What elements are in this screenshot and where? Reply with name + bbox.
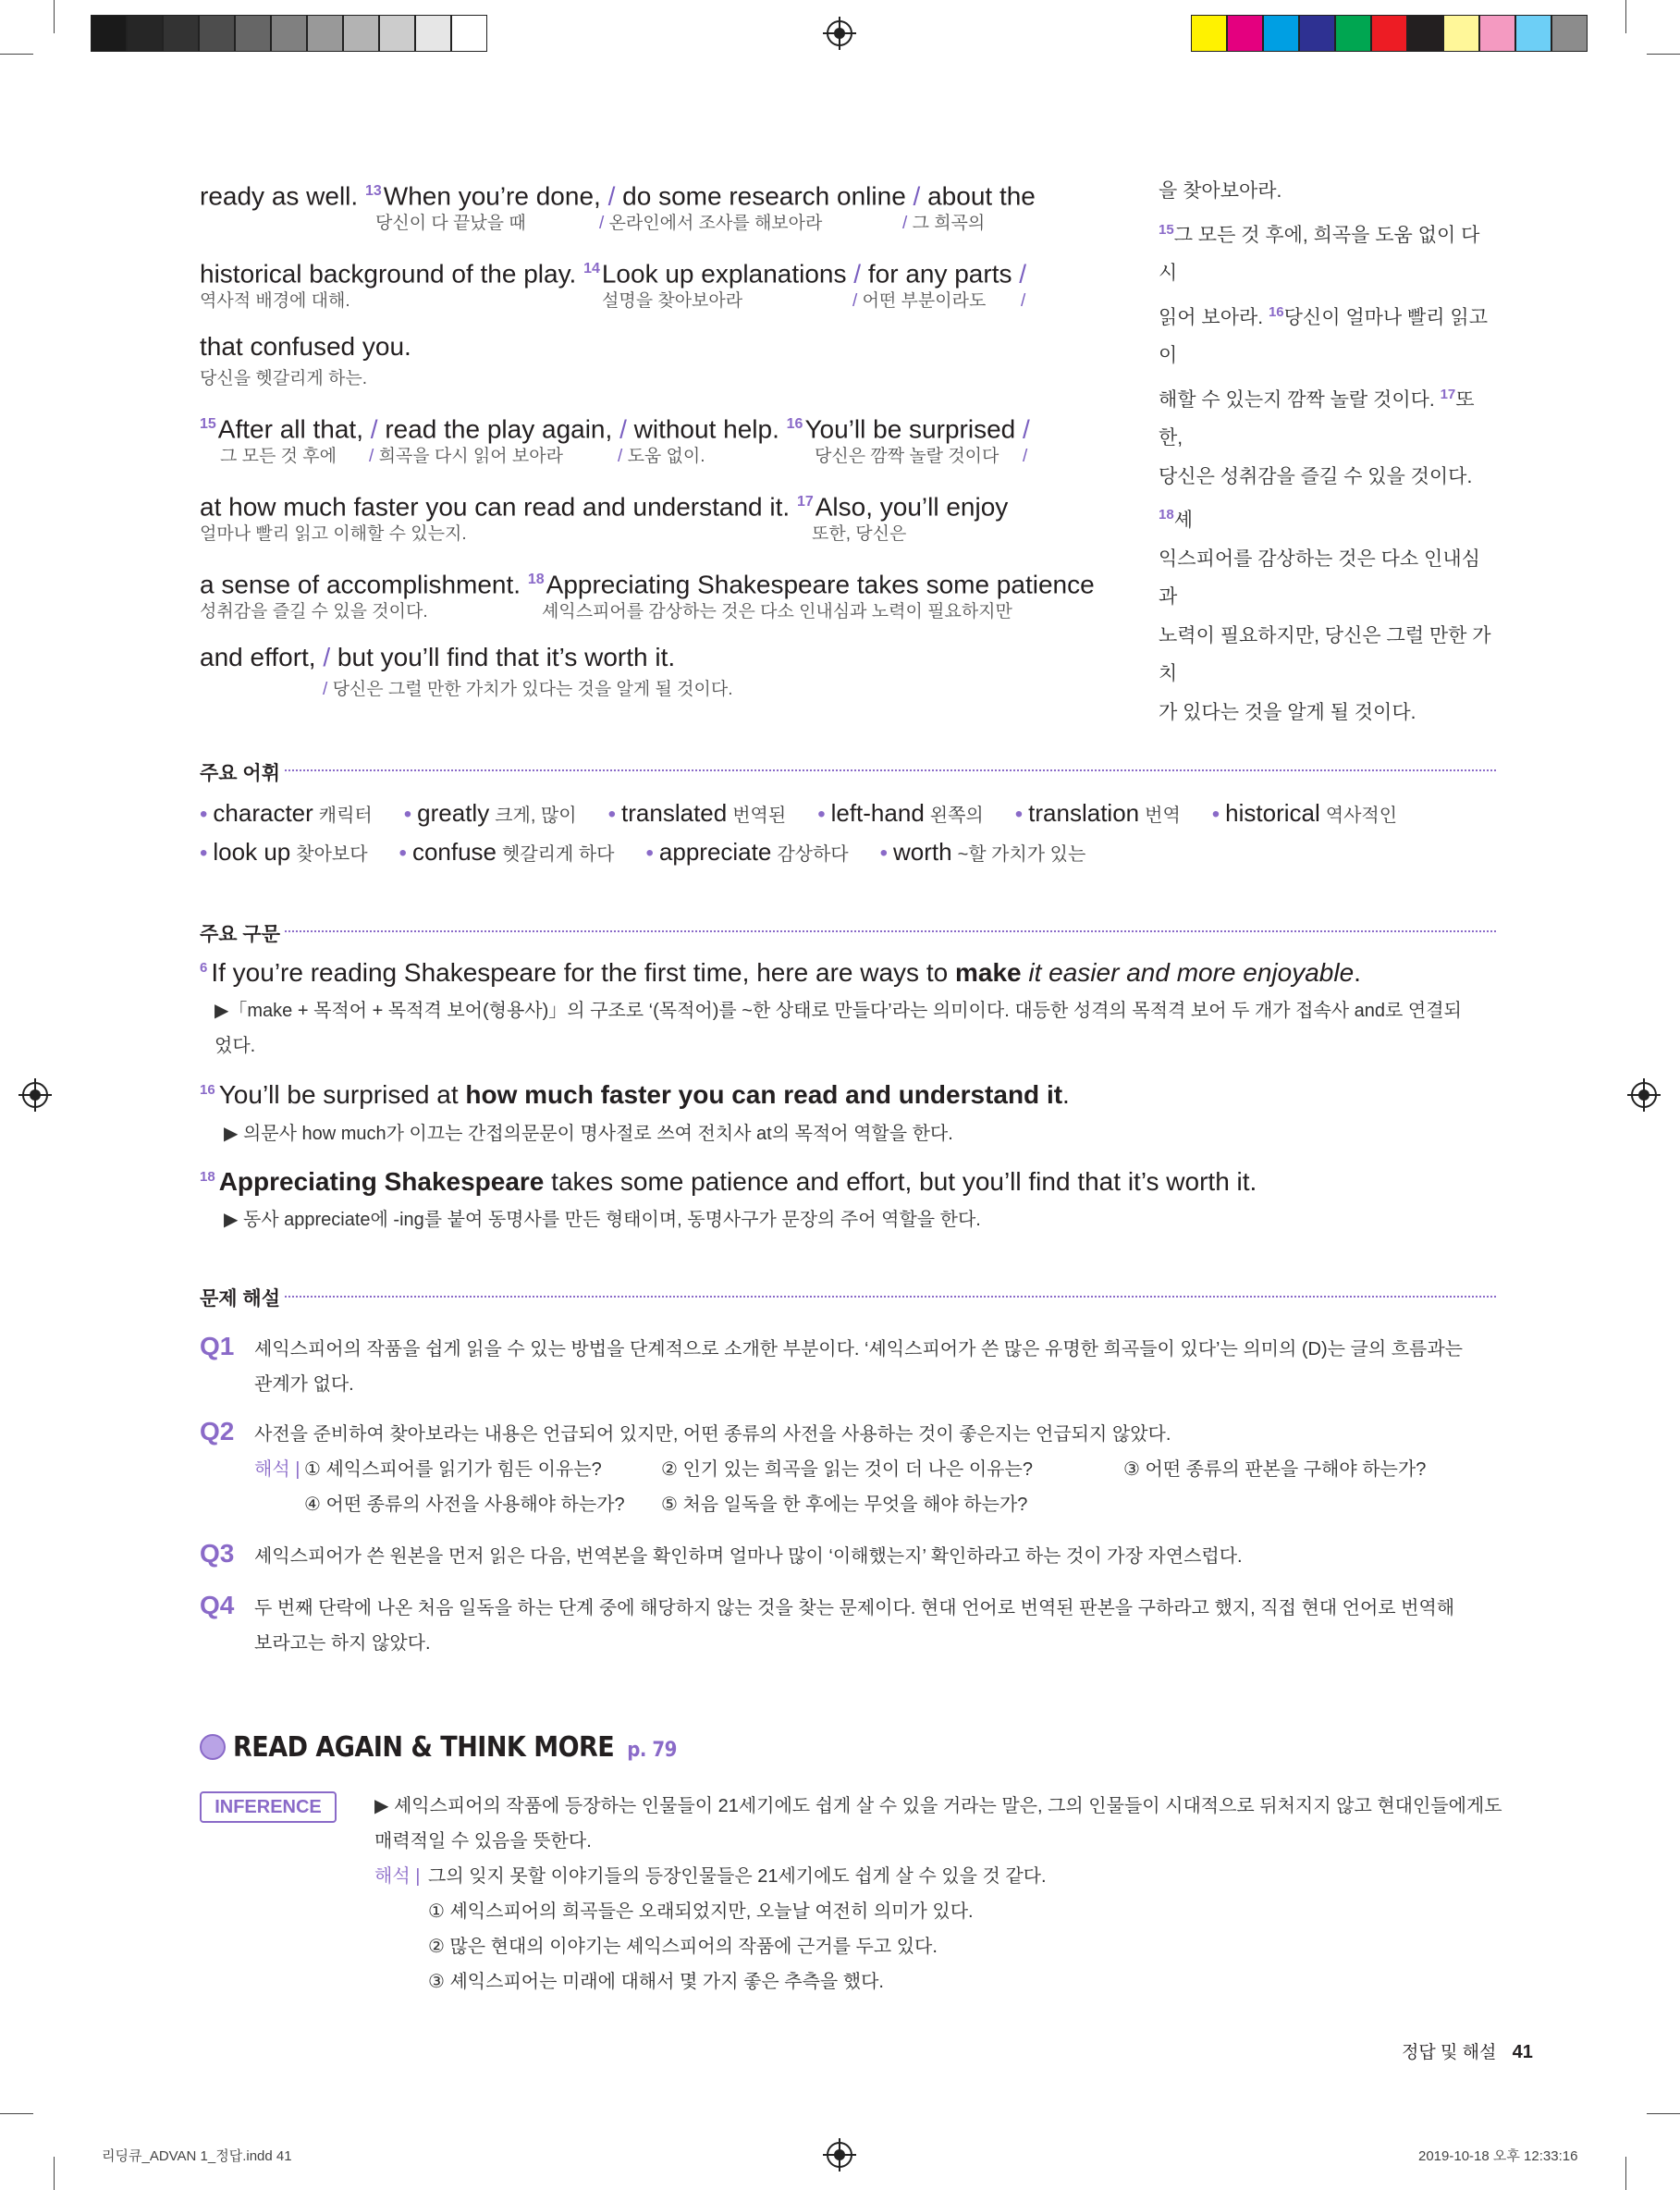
korean-gloss: / 그 희곡의 [902, 214, 986, 233]
color-swatch [1227, 15, 1263, 52]
grammar-note: ▶ 동사 appreciate에 -ing를 붙여 동명사를 만든 형태이며, 동명사구가 문장의 주어 역할을 한다. [224, 1210, 981, 1230]
translation-options: 해석 | ① 셰익스피어를 읽기가 힘든 이유는? ② 인기 있는 희곡을 읽는 것이 더 나은 이유는? ③ 어떤 종류의 판본을 구해야 하는가? ④ 어떤 종류의 사전을 사용해야 하는가? ⑤ 처음 일독을 한 후에는 무엇을 해야 하는가? [254, 1459, 1427, 1515]
vocab-word: confuse [411, 838, 497, 866]
grammar-heading: 주요 구문 [200, 924, 280, 945]
registration-mark-left-icon [22, 1082, 48, 1108]
translation-line: 당신은 성취감을 즐길 수 있을 것이다. $^{18}$셰 [1159, 465, 1473, 531]
grammar-sentence: $^6$ If you’re reading Shakespeare for the first time, here are ways to make it easier and more enjoyable. [200, 958, 1361, 987]
page-number: 41 [1512, 2042, 1533, 2062]
question-explanation: 사전을 준비하여 찾아보라는 내용은 언급되어 있지만, 어떤 종류의 사전을 사용하는 것이 좋은지는 언급되지 않았다. [254, 1424, 1171, 1445]
date-slug: 2019-10-18 오후 12:33:16 [1418, 2148, 1578, 2164]
vocab-word: greatly [417, 799, 490, 827]
translation-line: 읽어 보아라. $^{16}$당신이 얼마나 빨리 읽고 이 [1159, 303, 1488, 366]
color-swatch [1299, 15, 1335, 52]
english-line: ready as well. $^{13}$When you’re done, / do some research online / about the [200, 181, 1036, 211]
color-swatch [1191, 15, 1227, 52]
bullet-circle-icon [200, 1734, 226, 1760]
english-line: historical background of the play. $^{14}$Look up explanations / for any parts / [200, 259, 1027, 289]
crop-mark [1647, 2113, 1680, 2114]
vocab-meaning: 역사적인 [1325, 806, 1398, 826]
vocab-word: character [213, 799, 313, 827]
crop-mark [54, 2157, 55, 2190]
question-explanation: 두 번째 단락에 나온 처음 일독을 하는 단계 중에 해당하지 않는 것을 찾는 문제이다. 현대 언어로 번역된 판본을 구하라고 했지, 직접 현대 언어로 번역해 보라고는 하지 않았다. [254, 1598, 1455, 1654]
grammar-sentence: $^{18}$ Appreciating Shakespeare takes some patience and effort, but you’ll find that it’s worth it. [200, 1167, 1257, 1196]
registration-mark-right-icon [1631, 1082, 1657, 1108]
vocab-meaning: 헷갈리게 하다 [502, 844, 615, 865]
korean-gloss: 성취감을 즐길 수 있을 것이다. [200, 602, 428, 621]
vocab-meaning: 캐릭터 [318, 806, 373, 826]
grammar-note: ▶ 의문사 how much가 이끄는 간접의문문이 명사절로 쓰여 전치사 at의 목적어 역할을 한다. [224, 1124, 953, 1144]
crop-mark [1647, 54, 1680, 55]
korean-gloss: 또한, 당신은 [812, 524, 907, 544]
korean-gloss: 셰익스피어를 감상하는 것은 다소 인내심과 노력이 필요하지만 [542, 602, 1012, 621]
question-explanation: 셰익스피어의 작품을 쉽게 읽을 수 있는 방법을 단계적으로 소개한 부분이다. ‘셰익스피어가 쓴 많은 유명한 희곡들이 있다’는 의미의 (D)는 글의 흐름과는 관계가 없다. [254, 1339, 1463, 1395]
korean-gloss: 그 모든 것 후에 [220, 447, 337, 466]
korean-gloss: / 희곡을 다시 읽어 보아라 [369, 447, 563, 466]
gray-swatch [307, 15, 343, 52]
vocab-word: look up [213, 838, 291, 866]
gray-swatch [451, 15, 487, 52]
gray-swatch [199, 15, 235, 52]
translation-line: 익스피어를 감상하는 것은 다소 인내심과 [1159, 548, 1480, 608]
gray-swatch [163, 15, 199, 52]
explain-heading: 문제 해설 [200, 1288, 280, 1310]
bullet-icon: • [1014, 802, 1024, 827]
registration-mark-bottom-icon [827, 2142, 852, 2168]
vocab-word: translated [621, 799, 728, 827]
reading-passage [200, 176, 1124, 712]
crop-mark [1625, 2157, 1626, 2190]
crop-mark [54, 0, 55, 33]
gray-swatch [271, 15, 307, 52]
vocab-word: historical [1225, 799, 1320, 827]
korean-gloss: 역사적 배경에 대해. [200, 291, 350, 311]
bullet-icon: • [645, 841, 654, 866]
page-reference: p. 79 [627, 1739, 677, 1762]
translation-line: 가 있다는 것을 알게 될 것이다. [1159, 701, 1416, 723]
color-swatch [1407, 15, 1443, 52]
gray-swatch [379, 15, 415, 52]
grammar-note: ▶「make + 목적어 + 목적격 보어(형용사)」의 구조로 ‘(목적어)를 ~한 상태로 만들다’라는 의미이다. 대등한 성격의 목적격 보어 두 개가 접속사 and로 연결되 었다. [215, 1001, 1462, 1056]
gray-swatch [235, 15, 271, 52]
vocab-meaning: 번역 [1145, 806, 1181, 826]
vocab-meaning: 번역된 [732, 806, 787, 826]
bullet-icon: • [200, 841, 208, 866]
vocab-meaning: 감상하다 [777, 844, 849, 865]
vocab-row [200, 838, 1117, 867]
color-swatch [1443, 15, 1479, 52]
color-swatch [1263, 15, 1299, 52]
question-label: Q4 [200, 1591, 235, 1619]
vocab-divider [285, 769, 1496, 771]
korean-gloss: / [1021, 291, 1026, 311]
inference-text: ▶ 셰익스피어의 작품에 등장하는 인물들이 21세기에도 쉽게 살 수 있을 거라는 말은, 그의 인물들이 시대적으로 뒤처지지 않고 현대인들에게도 매력적일 수 있음을 뜻한다. [374, 1796, 1502, 1852]
question-label: Q3 [200, 1539, 235, 1568]
inference-translation: 해석 | 그의 잊지 못할 이야기들의 등장인물들은 21세기에도 쉽게 살 수 있을 것 같다. ① 셰익스피어의 희곡들은 오래되었지만, 오늘날 여전히 의미가 있다. ② 많은 현대의 이야기는 셰익스피어의 작품에 근거를 두고 있다. ③ 셰익스피어는 미래에 대해서 몇 가지 좋은 추측을 했다. [374, 1866, 1047, 1992]
english-line: and effort, / but you’ll find that it’s worth it. [200, 643, 676, 671]
korean-gloss: 얼마나 빨리 읽고 이해할 수 있는지. [200, 524, 467, 544]
color-swatch [1479, 15, 1515, 52]
english-line: a sense of accomplishment. $^{18}$Appreciating Shakespeare takes some patience [200, 570, 1095, 599]
bullet-icon: • [200, 802, 208, 827]
file-slug: 리딩큐_ADVAN 1_정답.indd 41 [102, 2148, 292, 2164]
inference-badge: INFERENCE [200, 1791, 337, 1823]
vocab-word: appreciate [658, 838, 772, 866]
page-footer [1402, 2038, 1533, 2063]
crop-mark [1625, 0, 1626, 33]
bullet-icon: • [399, 841, 407, 866]
bullet-icon: • [403, 802, 412, 827]
color-swatch [1371, 15, 1407, 52]
crop-mark [0, 54, 33, 55]
bullet-icon: • [817, 802, 826, 827]
korean-gloss: 당신을 헷갈리게 하는. [200, 369, 368, 388]
bullet-icon: • [879, 841, 889, 866]
korean-gloss: / 도움 없이. [618, 447, 705, 466]
gray-swatch [91, 15, 127, 52]
vocab-meaning: 찾아보다 [296, 844, 368, 865]
gray-swatch [127, 15, 163, 52]
english-line: that confused you. [200, 332, 411, 361]
gray-swatch [415, 15, 451, 52]
vocab-row [200, 799, 1429, 828]
translation-line: 을 찾아보아라. [1159, 180, 1282, 202]
read-again-title: READ AGAIN & THINK MORE p. 79 [200, 1731, 677, 1764]
color-swatch [1551, 15, 1588, 52]
vocab-word: translation [1028, 799, 1140, 827]
bullet-icon: • [607, 802, 617, 827]
color-swatch [1335, 15, 1371, 52]
bullet-icon: • [1211, 802, 1220, 827]
vocab-meaning: 크게, 많이 [495, 806, 577, 826]
korean-gloss: / 온라인에서 조사를 해보아라 [599, 214, 823, 233]
vocab-word: left-hand [830, 799, 925, 827]
vocab-word: worth [893, 838, 952, 866]
crop-mark [0, 2113, 33, 2114]
korean-gloss: / 어떤 부분이라도 [852, 291, 987, 311]
vocab-meaning: ~할 가치가 있는 [957, 844, 1086, 865]
grammar-sentence: $^{16}$ You’ll be surprised at how much faster you can read and understand it. [200, 1080, 1070, 1109]
vocab-heading: 주요 어휘 [200, 763, 280, 784]
question-explanation: 셰익스피어가 쓴 원본을 먼저 읽은 다음, 번역본을 확인하며 얼마나 많이 ‘이해했는지’ 확인하라고 하는 것이 가장 자연스럽다. [254, 1546, 1243, 1567]
korean-gloss: / 당신은 그럴 만한 가치가 있다는 것을 알게 될 것이다. [323, 680, 733, 699]
english-line: at how much faster you can read and understand it. $^{17}$Also, you’ll enjoy [200, 492, 1009, 522]
registration-mark-top-icon [827, 20, 852, 46]
explain-divider [285, 1296, 1496, 1298]
gray-swatch [343, 15, 379, 52]
korean-gloss: / [1023, 447, 1028, 466]
english-line: $^{15}$After all that, / read the play again, / without help. $^{16}$You’ll be surprised / [200, 414, 1030, 444]
translation-column [1159, 172, 1491, 732]
grammar-divider [285, 930, 1496, 932]
section-name: 정답 및 해설 [1402, 2043, 1497, 2062]
translation-line: 해할 수 있는지 깜짝 놀랄 것이다. $^{17}$또한, [1159, 386, 1475, 449]
question-label: Q1 [200, 1332, 235, 1360]
korean-gloss: 설명을 찾아보아라 [602, 291, 743, 311]
korean-gloss: 당신은 깜짝 놀랄 것이다 [815, 447, 999, 466]
korean-gloss: 당신이 다 끝났을 때 [375, 214, 526, 233]
color-swatch [1515, 15, 1551, 52]
translation-line: 노력이 필요하지만, 당신은 그럴 만한 가치 [1159, 624, 1491, 684]
translation-line: $^{15}$그 모든 것 후에, 희곡을 도움 없이 다시 [1159, 221, 1480, 284]
vocab-meaning: 왼쪽의 [929, 806, 984, 826]
question-label: Q2 [200, 1417, 235, 1446]
